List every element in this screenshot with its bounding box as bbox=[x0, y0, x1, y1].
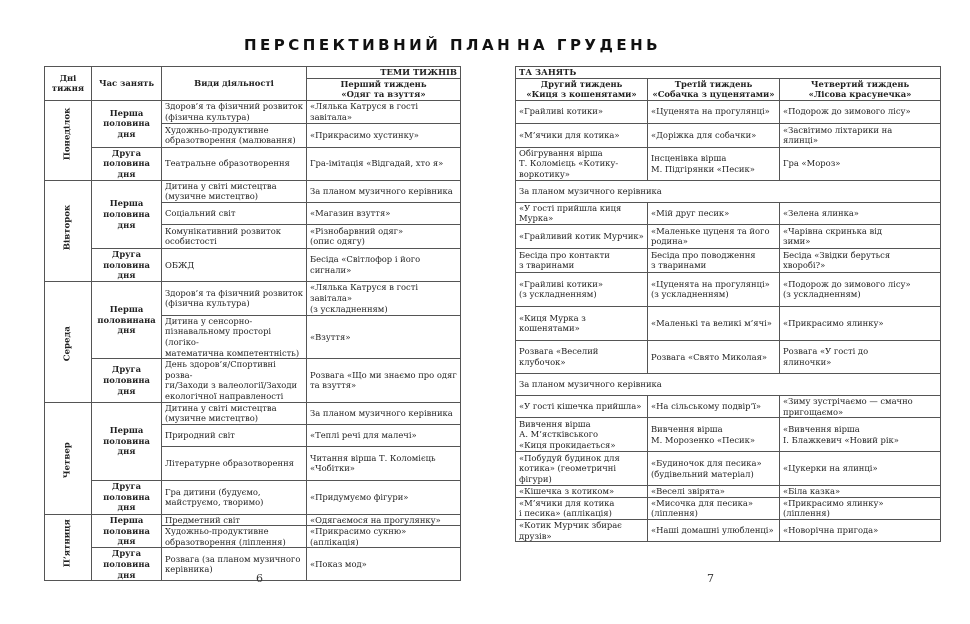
week1-cell: «Одягаємося на прогулянку» bbox=[307, 514, 461, 526]
page-number-left: 6 bbox=[256, 572, 263, 585]
activity-cell: Комунікативний розвиток особистості bbox=[162, 224, 307, 248]
week3-cell: Розвага «Свято Миколая» bbox=[648, 340, 780, 373]
week4-cell: «Вивчення вірша І. Блажкевич «Новий рік» bbox=[780, 418, 941, 452]
page-title-right: НА ГРУДЕНЬ bbox=[517, 36, 662, 54]
week2-cell: Вивчення вірша А. М’ястківського «Киця прокидається» bbox=[516, 418, 648, 452]
topic-header: ТА ЗАНЯТЬ bbox=[516, 67, 941, 79]
page-number-right: 7 bbox=[707, 572, 714, 585]
week3-cell: «Цуценята на прогулянці» bbox=[648, 100, 780, 123]
week1-cell: Читання вірша Т. Коломієць «Чобітки» bbox=[307, 446, 461, 480]
half-first: Перша половина дня bbox=[92, 402, 162, 480]
day-friday: П’ятниця bbox=[45, 514, 92, 581]
week1-cell: За планом музичного керівника bbox=[307, 402, 461, 424]
week4-cell: «Подорож до зимового лісу» (з ускладненням) bbox=[780, 272, 941, 306]
week4-cell: «Засвітимо ліхтарики на ялинці» bbox=[780, 123, 941, 147]
week2-cell: «Грайливі котики» (з ускладненням) bbox=[516, 272, 648, 306]
activity-cell: Дитина у світі мистецтва (музичне мистецтво) bbox=[162, 402, 307, 424]
half-second: Друга половина дня bbox=[92, 480, 162, 514]
week4-cell: «Новорічна пригода» bbox=[780, 519, 941, 541]
week4-cell: «Зиму зустрічаємо — смачно пригощаємо» bbox=[780, 395, 941, 417]
activity-cell: Здоров’я та фізичний розвиток (фізична культура) bbox=[162, 100, 307, 123]
week2-header: Другий тиждень «Киця з кошенятами» bbox=[516, 78, 648, 100]
half-second: Друга половина дня bbox=[92, 548, 162, 581]
right-page bbox=[485, 0, 970, 624]
week1-cell: «Показ мод» bbox=[307, 548, 461, 581]
week1-cell: «Взуття» bbox=[307, 315, 461, 358]
week1-cell: «Різнобарвний одяг» (опис одягу) bbox=[307, 224, 461, 248]
week1-cell: «Теплі речі для малечі» bbox=[307, 424, 461, 446]
week1-cell: «Прикрасимо хустинку» bbox=[307, 123, 461, 147]
week2-cell: «Побудуй будинок для котика» (геометричні фігури) bbox=[516, 452, 648, 486]
week1-cell: «Лялька Катруся в гості завітала» bbox=[307, 100, 461, 123]
half-first: Перша половинана дня bbox=[92, 281, 162, 358]
day-thursday: Четвер bbox=[45, 402, 92, 514]
plan-table-right bbox=[515, 66, 941, 542]
activity-cell: Художньо-продуктивне образотворення (малювання) bbox=[162, 123, 307, 147]
activity-cell: Здоров’я та фізичний розвиток (фізична культура) bbox=[162, 281, 307, 315]
week2-cell: Бесіда про контакти з тваринами bbox=[516, 248, 648, 272]
week4-cell: «Зелена ялинка» bbox=[780, 202, 941, 224]
activity-cell: ОБЖД bbox=[162, 248, 307, 281]
activity-cell: Театральне образотворення bbox=[162, 147, 307, 180]
half-second: Друга половина дня bbox=[92, 359, 162, 402]
week3-cell: «На сільському подвір’ї» bbox=[648, 395, 780, 417]
half-first: Перша половина дня bbox=[92, 100, 162, 147]
week3-cell: «Маленькі та великі м’ячі» bbox=[648, 306, 780, 340]
week1-cell: Гра-імітація «Відгадай, хто я» bbox=[307, 147, 461, 180]
week1-cell: Розвага «Що ми знаємо про одяг та взуття» bbox=[307, 359, 461, 402]
merged-cell: За планом музичного керівника bbox=[516, 373, 941, 395]
week3-cell: «Веселі звірята» bbox=[648, 486, 780, 498]
activity-cell: Предметний світ bbox=[162, 514, 307, 526]
week2-cell: Розвага «Веселий клубочок» bbox=[516, 340, 648, 373]
week4-cell: «Прикрасимо ялинку» bbox=[780, 306, 941, 340]
plan-table-left bbox=[44, 66, 461, 581]
activity-cell: Соціальний світ bbox=[162, 202, 307, 224]
half-first: Перша половина дня bbox=[92, 514, 162, 548]
week1-cell: «Магазин взуття» bbox=[307, 202, 461, 224]
week2-cell: «У гості кішечка прийшла» bbox=[516, 395, 648, 417]
activity-cell: Гра дитини (будуємо, майструємо, творимо) bbox=[162, 480, 307, 514]
week1-header: Перший тиждень «Одяг та взуття» bbox=[307, 78, 461, 100]
week2-cell: «М’ячики для котика і песика» (аплікація) bbox=[516, 497, 648, 519]
activity-cell: Художньо-продуктивне образотворення (ліплення) bbox=[162, 526, 307, 548]
week4-header: Четвертий тиждень «Лісова красунечка» bbox=[780, 78, 941, 100]
week3-cell: «Мисочка для песика» (ліплення) bbox=[648, 497, 780, 519]
week4-cell: Гра «Мороз» bbox=[780, 147, 941, 180]
day-monday: Понеділок bbox=[45, 100, 92, 180]
day-tuesday: Вівторок bbox=[45, 180, 92, 281]
week3-cell: «Мій друг песик» bbox=[648, 202, 780, 224]
week1-cell: «Лялька Катруся в гості завітала» (з ускладненням) bbox=[307, 281, 461, 315]
week3-cell: «Маленьке цуценя та його родина» bbox=[648, 224, 780, 248]
time-column-header: Час занять bbox=[92, 67, 162, 101]
week3-cell: «Доріжка для собачки» bbox=[648, 123, 780, 147]
week4-cell: Бесіда «Звідки беруться хворобі?» bbox=[780, 248, 941, 272]
week2-cell: «М’ячики для котика» bbox=[516, 123, 648, 147]
week2-cell: Обігрування вірша Т. Коломієць «Котику- воркотику» bbox=[516, 147, 648, 180]
activity-cell: Дитина у сенсорно- пізнавальному просторі (логіко- математична компетентність) bbox=[162, 315, 307, 358]
activity-cell: Літературне образотворення bbox=[162, 446, 307, 480]
themes-header: ТЕМИ ТИЖНІВ bbox=[307, 67, 461, 79]
week2-cell: «У гості прийшла киця Мурка» bbox=[516, 202, 648, 224]
week3-cell: «Будиночок для песика» (будівельний матеріал) bbox=[648, 452, 780, 486]
activity-column-header: Види діяльності bbox=[162, 67, 307, 101]
week2-cell: «Котик Мурчик збирає друзів» bbox=[516, 519, 648, 541]
week1-cell: За планом музичного керівника bbox=[307, 180, 461, 202]
week2-cell: «Киця Мурка з кошенятами» bbox=[516, 306, 648, 340]
week2-cell: «Кішечка з котиком» bbox=[516, 486, 648, 498]
day-wednesday: Середа bbox=[45, 281, 92, 402]
week4-cell: «Прикрасимо ялинку» (ліплення) bbox=[780, 497, 941, 519]
week2-cell: «Грайливі котики» bbox=[516, 100, 648, 123]
half-first: Перша половина дня bbox=[92, 180, 162, 248]
week1-cell: Бесіда «Світлофор і його сигнали» bbox=[307, 248, 461, 281]
activity-cell: День здоров’я/Спортивні розва- ги/Заходи з валеології/Заходи екологічної направленості bbox=[162, 359, 307, 402]
week4-cell: «Цукерки на ялинці» bbox=[780, 452, 941, 486]
week3-cell: «Цуценята на прогулянці» (з ускладненням) bbox=[648, 272, 780, 306]
week3-cell: Бесіда про поводження з тваринами bbox=[648, 248, 780, 272]
week1-cell: «Придумуємо фігури» bbox=[307, 480, 461, 514]
activity-cell: Дитина у світі мистецтва (музичне мистецтво) bbox=[162, 180, 307, 202]
activity-cell: Розвага (за планом музичного керівника) bbox=[162, 548, 307, 581]
week4-cell: «Чарівна скринька від зими» bbox=[780, 224, 941, 248]
days-column-header: Дні тижня bbox=[45, 67, 92, 101]
week2-cell: «Грайливий котик Мурчик» bbox=[516, 224, 648, 248]
week3-cell: Інсценівка вірша М. Підгірянки «Песик» bbox=[648, 147, 780, 180]
week4-cell: «Подорож до зимового лісу» bbox=[780, 100, 941, 123]
week4-cell: Розвага «У гості до ялиночки» bbox=[780, 340, 941, 373]
week3-cell: Вивчення вірша М. Морозенко «Песик» bbox=[648, 418, 780, 452]
half-second: Друга половина дня bbox=[92, 248, 162, 281]
week4-cell: «Біла казка» bbox=[780, 486, 941, 498]
merged-cell: За планом музичного керівника bbox=[516, 180, 941, 202]
activity-cell: Природний світ bbox=[162, 424, 307, 446]
half-second: Друга половина дня bbox=[92, 147, 162, 180]
week1-cell: «Прикрасимо сукню» (аплікація) bbox=[307, 526, 461, 548]
page-title-left: ПЕРСПЕКТИВНИЙ ПЛАН bbox=[244, 36, 514, 54]
week3-cell: «Наші домашні улюбленці» bbox=[648, 519, 780, 541]
week3-header: Третій тиждень «Собачка з цуценятами» bbox=[648, 78, 780, 100]
